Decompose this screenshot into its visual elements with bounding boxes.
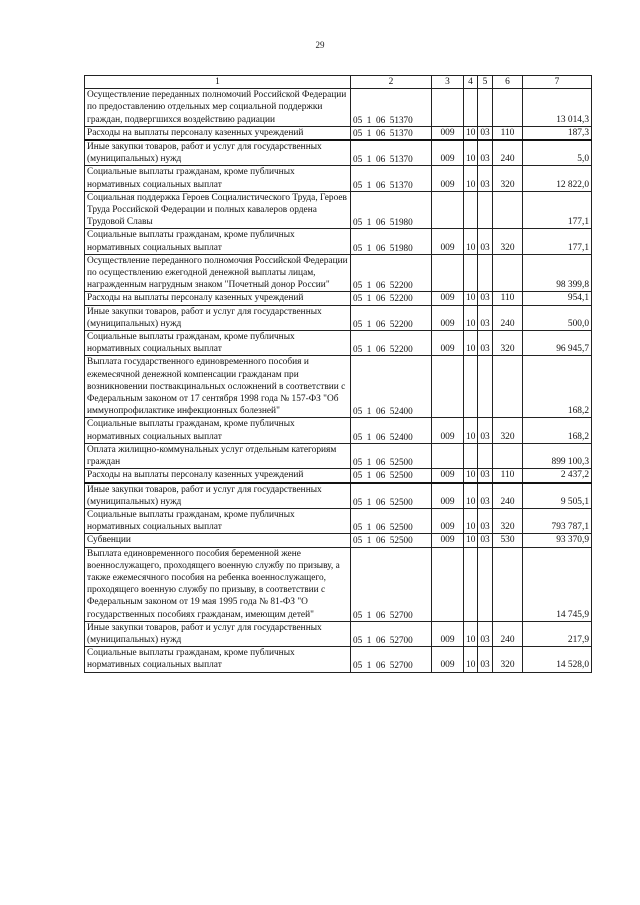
table-row: [85, 126, 592, 140]
ministry-code-cell: [432, 254, 464, 292]
expense-name-cell: Расходы на выплаты персоналу казенных учреждений: [85, 469, 351, 483]
expense-type-cell: 320: [493, 418, 523, 443]
section-code-cell: [464, 443, 478, 468]
amount-cell: 187,3: [523, 126, 592, 140]
table-row: [85, 621, 592, 646]
table-row: [85, 483, 592, 509]
expense-type-cell: 110: [493, 292, 523, 305]
subsection-code-cell: 03: [478, 166, 493, 191]
expense-type-cell: 240: [493, 140, 523, 166]
expense-type-cell: [493, 254, 523, 292]
amount-cell: 217,9: [523, 621, 592, 646]
target-code-cell: 05 1 06 51370: [351, 166, 432, 191]
target-code-cell: 05 1 06 52200: [351, 331, 432, 356]
target-code-cell: 05 1 06 51980: [351, 191, 432, 229]
subsection-code-cell: 03: [478, 140, 493, 166]
expense-name-cell: Выплата единовременного пособия беременной жене военнослужащего, проходящего военную службу по призыву, а также ежемесячного пособия на ребенка военнослужащего, проходящего военную службу по призыву, в соответствии с Федеральным законом от 19 мая 1995 года № 81-ФЗ "О государственных пособиях гражданам, имеющим детей": [85, 547, 351, 621]
expense-name-cell: Оплата жилищно-коммунальных услуг отдельным категориям граждан: [85, 443, 351, 468]
table-row: [85, 229, 592, 254]
ministry-code-cell: 009: [432, 469, 464, 483]
section-code-cell: 10: [464, 305, 478, 330]
table-row: [85, 166, 592, 191]
section-code-cell: 10: [464, 483, 478, 509]
section-code-cell: [464, 254, 478, 292]
expense-name-cell: Социальные выплаты гражданам, кроме публичных нормативных социальных выплат: [85, 229, 351, 254]
expense-name-cell: Социальные выплаты гражданам, кроме публичных нормативных социальных выплат: [85, 418, 351, 443]
target-code-cell: 05 1 06 52700: [351, 621, 432, 646]
expense-name-cell: Иные закупки товаров, работ и услуг для государственных (муниципальных) нужд: [85, 140, 351, 166]
expense-name-cell: Расходы на выплаты персоналу казенных учреждений: [85, 126, 351, 140]
table-row: [85, 89, 592, 127]
header-col-4: 4: [464, 76, 478, 89]
section-code-cell: 10: [464, 621, 478, 646]
table-row: [85, 292, 592, 305]
expense-name-cell: Иные закупки товаров, работ и услуг для государственных (муниципальных) нужд: [85, 621, 351, 646]
expense-type-cell: [493, 547, 523, 621]
table-row: [85, 140, 592, 166]
amount-cell: 93 370,9: [523, 534, 592, 547]
header-col-1: 1: [85, 76, 351, 89]
ministry-code-cell: [432, 356, 464, 418]
section-code-cell: [464, 356, 478, 418]
subsection-code-cell: [478, 356, 493, 418]
amount-cell: 168,2: [523, 418, 592, 443]
subsection-code-cell: [478, 89, 493, 127]
table-row: [85, 547, 592, 621]
expense-type-cell: 320: [493, 508, 523, 533]
target-code-cell: 05 1 06 52200: [351, 292, 432, 305]
expense-name-cell: Субвенции: [85, 534, 351, 547]
ministry-code-cell: [432, 547, 464, 621]
expense-name-cell: Осуществление переданных полномочий Российской Федерации по предоставлению отдельных мер социальной поддержки граждан, подвергшихся воздействию радиации: [85, 89, 351, 127]
expense-name-cell: Иные закупки товаров, работ и услуг для государственных (муниципальных) нужд: [85, 483, 351, 509]
target-code-cell: 05 1 06 51980: [351, 229, 432, 254]
expense-name-cell: Иные закупки товаров, работ и услуг для государственных (муниципальных) нужд: [85, 305, 351, 330]
amount-cell: 793 787,1: [523, 508, 592, 533]
subsection-code-cell: [478, 254, 493, 292]
expense-name-cell: Выплата государственного единовременного пособия и ежемесячной денежной компенсации гражданам при возникновении поствакцинальных осложнений в соответствии с Федеральным законом от 17 сентября 1998 года № 157-ФЗ "Об иммунопрофилактике инфекционных болезней": [85, 356, 351, 418]
section-code-cell: 10: [464, 534, 478, 547]
expense-name-cell: Осуществление переданного полномочия Российской Федерации по осуществлению ежегодной денежной выплаты лицам, награжденным нагрудным знаком "Почетный донор России": [85, 254, 351, 292]
table-row: [85, 254, 592, 292]
table-row: [85, 305, 592, 330]
section-code-cell: 10: [464, 508, 478, 533]
target-code-cell: 05 1 06 52200: [351, 254, 432, 292]
expense-type-cell: 240: [493, 483, 523, 509]
header-row: [85, 76, 592, 89]
expense-type-cell: 320: [493, 647, 523, 672]
table-row: [85, 191, 592, 229]
ministry-code-cell: 009: [432, 647, 464, 672]
expense-name-cell: Социальные выплаты гражданам, кроме публичных нормативных социальных выплат: [85, 166, 351, 191]
ministry-code-cell: [432, 89, 464, 127]
amount-cell: 500,0: [523, 305, 592, 330]
expense-type-cell: [493, 443, 523, 468]
section-code-cell: 10: [464, 126, 478, 140]
page-number: 29: [315, 40, 325, 50]
amount-cell: 5,0: [523, 140, 592, 166]
subsection-code-cell: 03: [478, 621, 493, 646]
subsection-code-cell: 03: [478, 508, 493, 533]
ministry-code-cell: 009: [432, 508, 464, 533]
target-code-cell: 05 1 06 52500: [351, 443, 432, 468]
header-col-5: 5: [478, 76, 493, 89]
ministry-code-cell: 009: [432, 229, 464, 254]
ministry-code-cell: 009: [432, 621, 464, 646]
ministry-code-cell: [432, 191, 464, 229]
table-row: [85, 356, 592, 418]
section-code-cell: [464, 89, 478, 127]
expense-type-cell: 530: [493, 534, 523, 547]
ministry-code-cell: 009: [432, 331, 464, 356]
expense-type-cell: 240: [493, 621, 523, 646]
ministry-code-cell: 009: [432, 166, 464, 191]
expense-type-cell: 320: [493, 229, 523, 254]
table-row: [85, 647, 592, 672]
subsection-code-cell: 03: [478, 534, 493, 547]
expense-name-cell: Социальные выплаты гражданам, кроме публичных нормативных социальных выплат: [85, 647, 351, 672]
subsection-code-cell: 03: [478, 469, 493, 483]
table-row: [85, 508, 592, 533]
header-col-3: 3: [432, 76, 464, 89]
table-row: [85, 534, 592, 547]
subsection-code-cell: 03: [478, 647, 493, 672]
target-code-cell: 05 1 06 52500: [351, 534, 432, 547]
section-code-cell: 10: [464, 331, 478, 356]
target-code-cell: 05 1 06 51370: [351, 89, 432, 127]
subsection-code-cell: 03: [478, 418, 493, 443]
amount-cell: 177,1: [523, 191, 592, 229]
expense-name-cell: Социальные выплаты гражданам, кроме публичных нормативных социальных выплат: [85, 508, 351, 533]
table-row: [85, 443, 592, 468]
amount-cell: 12 822,0: [523, 166, 592, 191]
subsection-code-cell: 03: [478, 331, 493, 356]
section-code-cell: [464, 191, 478, 229]
amount-cell: 13 014,3: [523, 89, 592, 127]
amount-cell: 954,1: [523, 292, 592, 305]
ministry-code-cell: 009: [432, 418, 464, 443]
target-code-cell: 05 1 06 52500: [351, 508, 432, 533]
expense-type-cell: 320: [493, 166, 523, 191]
target-code-cell: 05 1 06 52500: [351, 483, 432, 509]
subsection-code-cell: 03: [478, 229, 493, 254]
target-code-cell: 05 1 06 52700: [351, 547, 432, 621]
target-code-cell: 05 1 06 52400: [351, 418, 432, 443]
budget-table: [84, 75, 592, 673]
subsection-code-cell: 03: [478, 292, 493, 305]
expense-type-cell: 110: [493, 469, 523, 483]
section-code-cell: 10: [464, 292, 478, 305]
section-code-cell: 10: [464, 647, 478, 672]
ministry-code-cell: 009: [432, 305, 464, 330]
amount-cell: 2 437,2: [523, 469, 592, 483]
amount-cell: 96 945,7: [523, 331, 592, 356]
target-code-cell: 05 1 06 52200: [351, 305, 432, 330]
header-col-7: 7: [523, 76, 592, 89]
amount-cell: 177,1: [523, 229, 592, 254]
table-row: [85, 469, 592, 483]
ministry-code-cell: [432, 443, 464, 468]
expense-type-cell: [493, 89, 523, 127]
expense-type-cell: 240: [493, 305, 523, 330]
ministry-code-cell: 009: [432, 483, 464, 509]
target-code-cell: 05 1 06 52500: [351, 469, 432, 483]
section-code-cell: [464, 547, 478, 621]
amount-cell: 14 745,9: [523, 547, 592, 621]
table-row: [85, 331, 592, 356]
expense-type-cell: [493, 191, 523, 229]
section-code-cell: 10: [464, 418, 478, 443]
ministry-code-cell: 009: [432, 140, 464, 166]
subsection-code-cell: 03: [478, 305, 493, 330]
subsection-code-cell: 03: [478, 483, 493, 509]
amount-cell: 9 505,1: [523, 483, 592, 509]
target-code-cell: 05 1 06 52700: [351, 647, 432, 672]
expense-name-cell: Расходы на выплаты персоналу казенных учреждений: [85, 292, 351, 305]
subsection-code-cell: 03: [478, 126, 493, 140]
target-code-cell: 05 1 06 51370: [351, 126, 432, 140]
header-col-2: 2: [351, 76, 432, 89]
section-code-cell: 10: [464, 166, 478, 191]
expense-name-cell: Социальные выплаты гражданам, кроме публичных нормативных социальных выплат: [85, 331, 351, 356]
expense-type-cell: 110: [493, 126, 523, 140]
target-code-cell: 05 1 06 52400: [351, 356, 432, 418]
subsection-code-cell: [478, 191, 493, 229]
amount-cell: 899 100,3: [523, 443, 592, 468]
header-col-6: 6: [493, 76, 523, 89]
ministry-code-cell: 009: [432, 292, 464, 305]
ministry-code-cell: 009: [432, 534, 464, 547]
ministry-code-cell: 009: [432, 126, 464, 140]
table-row: [85, 418, 592, 443]
target-code-cell: 05 1 06 51370: [351, 140, 432, 166]
subsection-code-cell: [478, 547, 493, 621]
section-code-cell: 10: [464, 229, 478, 254]
section-code-cell: 10: [464, 469, 478, 483]
section-code-cell: 10: [464, 140, 478, 166]
amount-cell: 98 399,8: [523, 254, 592, 292]
expense-type-cell: [493, 356, 523, 418]
amount-cell: 168,2: [523, 356, 592, 418]
expense-name-cell: Социальная поддержка Героев Социалистического Труда, Героев Труда Российской Федерации и полных кавалеров ордена Трудовой Славы: [85, 191, 351, 229]
amount-cell: 14 528,0: [523, 647, 592, 672]
expense-type-cell: 320: [493, 331, 523, 356]
subsection-code-cell: [478, 443, 493, 468]
